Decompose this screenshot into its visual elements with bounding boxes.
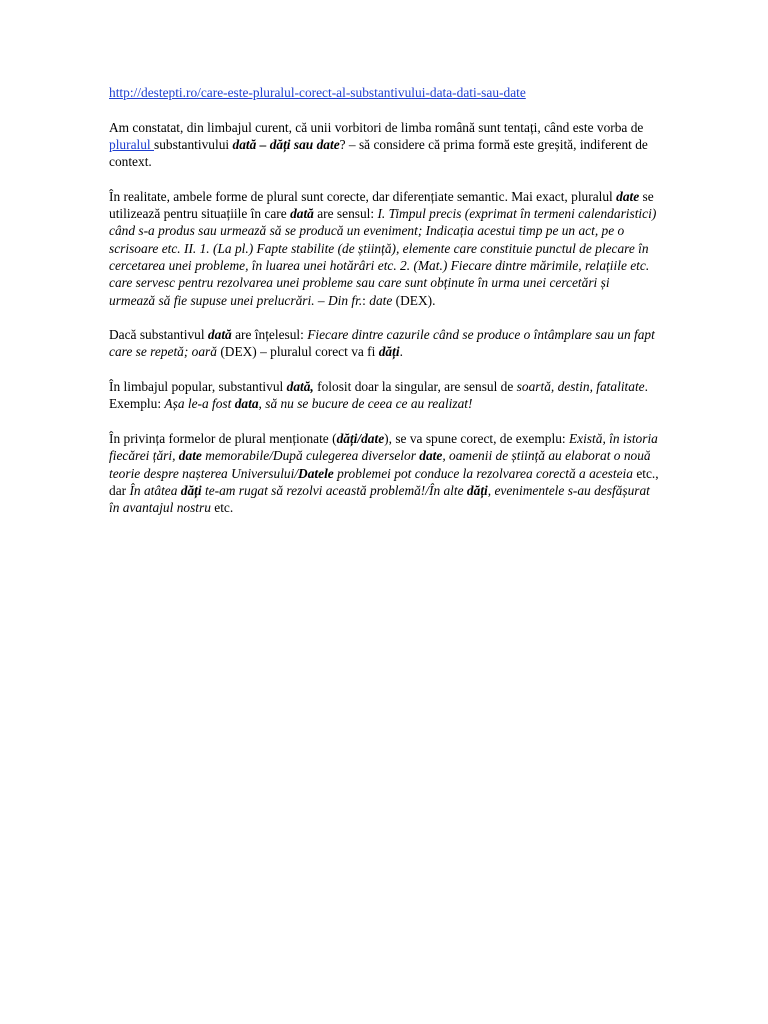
source-url-paragraph xyxy=(109,84,659,101)
examples-paragraph xyxy=(109,430,659,516)
dati-paragraph xyxy=(109,326,659,361)
text-run: ), se va spune corect, de exemplu: xyxy=(384,430,569,446)
emphasized-term: data xyxy=(234,396,259,412)
text-run: În realitate, ambele forme de plural sunt corecte, dar diferențiate semantic. Mai exact, pluralul xyxy=(109,188,617,204)
italic-text: soartă, destin, fatalitate xyxy=(516,379,645,395)
italic-text: date xyxy=(369,292,393,308)
italic-text: problemei pot conduce la rezolvarea corectă a acesteia xyxy=(333,465,633,481)
italic-text: Așa le-a fost xyxy=(164,396,235,412)
text-run: are înțelesul: xyxy=(231,327,308,343)
emphasized-term: date xyxy=(178,448,202,464)
article-body xyxy=(109,119,659,517)
popular-usage-paragraph xyxy=(109,378,659,413)
italic-text: Există, în istoria fiecărei țări, xyxy=(109,430,658,464)
italic-text: , evenimentele s-au desfășurat în avantajul nostru xyxy=(109,482,650,516)
document-page xyxy=(109,84,659,534)
italic-text: I. Timpul precis (exprimat în termeni calendaristici) când s-a produs sau urmează să se producă un eveniment; Indicația acestui timp pe un act, pe o scrisoare etc. II. 1. (La pl.) Fapte stabilite (de știință), elemente care constituie punctul de plecare în cercetarea unei probleme, în luarea unei hotărâri etc. 2. (Mat.) Fiecare dintre mărimile, relațiile etc. care servesc pentru rezolvarea unei probleme sau care sunt obținute în urma unei cercetări și urmează să fie supuse unei prelucrări. – Din fr. xyxy=(109,206,657,308)
text-run: (DEX) – pluralul corect va fi xyxy=(216,344,379,360)
source-url-link[interactable]: http://destepti.ro/care-este-pluralul-corect-al-substantivului-data-dati-sau-date xyxy=(109,85,526,100)
italic-text: În atâtea xyxy=(129,482,181,498)
emphasized-term: dăți xyxy=(378,344,400,360)
emphasized-term: date xyxy=(419,448,443,464)
emphasized-term: dăți/date xyxy=(336,430,385,446)
emphasized-term: dată, xyxy=(286,379,314,395)
text-run: Dacă substantivul xyxy=(109,327,208,343)
emphasized-term: dată xyxy=(207,327,232,343)
text-run: În limbajul popular, substantivul xyxy=(109,379,287,395)
text-run: etc. xyxy=(210,500,234,516)
emphasized-term: Datele xyxy=(298,465,334,481)
text-run: substantivului xyxy=(154,136,233,152)
text-run: În privința formelor de plural menționate ( xyxy=(109,430,337,446)
emphasized-term: dăți xyxy=(466,482,488,498)
text-run: . xyxy=(399,344,403,360)
italic-text: , oamenii de știință au elaborat o nouă teorie despre nașterea Universului/ xyxy=(109,448,651,481)
text-run: etc., dar xyxy=(109,465,659,498)
text-run: Am constatat, din limbajul curent, că unii vorbitori de limba română sunt tentați, când este vorba de xyxy=(109,119,644,135)
emphasized-term: dată – dăți sau date xyxy=(232,136,340,152)
italic-text: , să nu se bucure de ceea ce au realizat! xyxy=(258,396,473,412)
italic-text: memorabile/După culegerea diverselor xyxy=(201,448,420,464)
emphasized-term: date xyxy=(616,188,640,204)
intro-paragraph xyxy=(109,119,659,171)
semantic-paragraph xyxy=(109,188,659,309)
text-run: se utilizează pentru situațiile în care xyxy=(109,188,654,222)
text-run: ? – să considere că prima formă este greșită, indiferent de context. xyxy=(109,136,648,170)
text-run: (DEX). xyxy=(392,292,436,308)
text-run: . Exemplu: xyxy=(109,379,648,412)
text-run: : xyxy=(362,292,370,308)
italic-text: Fiecare dintre cazurile când se produce o întâmplare sau un fapt care se repetă; oară xyxy=(109,327,655,360)
emphasized-term: dăți xyxy=(180,482,202,498)
text-run: are sensul: xyxy=(313,206,378,222)
plural-link[interactable]: pluralul xyxy=(109,136,154,152)
text-run: folosit doar la singular, are sensul de xyxy=(313,379,517,395)
italic-text: te-am rugat să rezolvi această problemă!/În alte xyxy=(201,482,467,498)
emphasized-term: dată xyxy=(290,206,314,222)
